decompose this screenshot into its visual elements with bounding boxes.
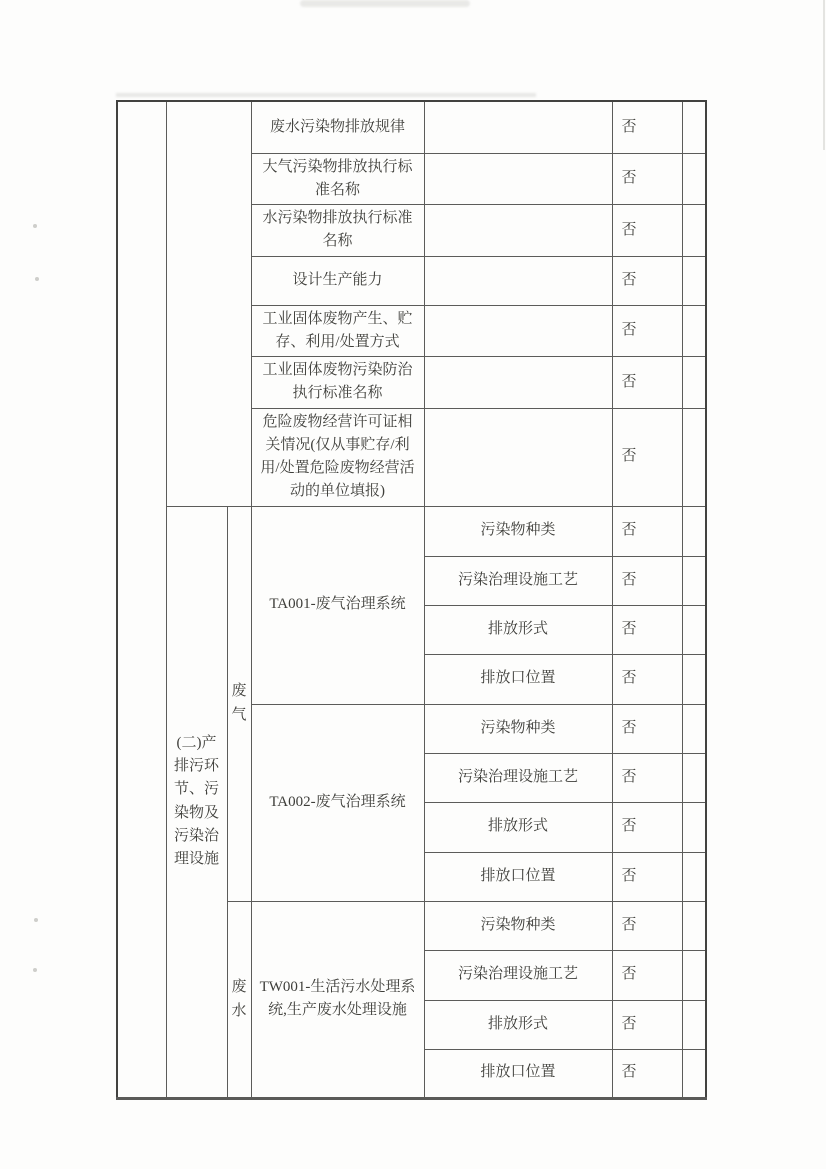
- entry-cell-empty: [424, 205, 612, 257]
- end-cell-empty: [682, 205, 706, 257]
- changed-flag: 否: [612, 852, 682, 901]
- system-name: TW001-生活污水处理系统,生产废水处理设施: [251, 901, 424, 1098]
- medium-label-text: 废水: [231, 978, 247, 1019]
- end-cell-empty: [682, 753, 706, 802]
- row-label: 设计生产能力: [251, 256, 424, 305]
- changed-flag: 否: [612, 305, 682, 357]
- changed-flag: 否: [612, 605, 682, 654]
- changed-flag: 否: [612, 753, 682, 802]
- row-label: 工业固体废物污染防治执行标准名称: [251, 357, 424, 409]
- medium-label-water: [227, 901, 251, 1098]
- row-label: 危险废物经营许可证相关情况(仅从事贮存/利用/处置危险废物经营活动的单位填报): [251, 408, 424, 506]
- entry-cell-empty: [424, 153, 612, 205]
- attribute-label: 污染物种类: [424, 506, 612, 556]
- changed-flag: 否: [612, 654, 682, 704]
- medium-label-text: 废气: [231, 683, 247, 724]
- row-label: 废水污染物排放规律: [251, 101, 424, 153]
- changed-flag: 否: [612, 357, 682, 409]
- changed-flag: 否: [612, 205, 682, 257]
- changed-flag: 否: [612, 950, 682, 1000]
- outer-category-cell-empty: [117, 101, 166, 1098]
- attribute-label: 排放形式: [424, 1000, 612, 1049]
- changed-flag: 否: [612, 101, 682, 153]
- end-cell-empty: [682, 153, 706, 205]
- scan-shadow: [116, 93, 536, 97]
- entry-cell-empty: [424, 256, 612, 305]
- changed-flag: 否: [612, 556, 682, 605]
- scan-speck: [35, 277, 39, 281]
- page-edge-shadow: [823, 0, 825, 150]
- system-name: TA002-废气治理系统: [251, 704, 424, 901]
- medium-label-gas: [227, 506, 251, 901]
- entry-cell-empty: [424, 101, 612, 153]
- scan-speck: [33, 968, 37, 972]
- attribute-label: 排放口位置: [424, 852, 612, 901]
- entry-cell-empty: [424, 305, 612, 357]
- attribute-label: 污染治理设施工艺: [424, 556, 612, 605]
- attribute-label: 排放口位置: [424, 1049, 612, 1098]
- attribute-label: 污染物种类: [424, 901, 612, 950]
- changed-flag: 否: [612, 256, 682, 305]
- changed-flag: 否: [612, 1000, 682, 1049]
- entry-cell-empty: [424, 408, 612, 506]
- end-cell-empty: [682, 605, 706, 654]
- scan-speck: [34, 918, 38, 922]
- end-cell-empty: [682, 408, 706, 506]
- end-cell-empty: [682, 101, 706, 153]
- scan-smudge: [300, 0, 470, 7]
- end-cell-empty: [682, 950, 706, 1000]
- row-label: 水污染物排放执行标准名称: [251, 205, 424, 257]
- end-cell-empty: [682, 704, 706, 753]
- changed-flag: 否: [612, 506, 682, 556]
- attribute-label: 污染物种类: [424, 704, 612, 753]
- registration-form-table: [116, 100, 707, 1100]
- scan-speck: [33, 224, 37, 228]
- changed-flag: 否: [612, 1049, 682, 1098]
- changed-flag: 否: [612, 901, 682, 950]
- row-label: 大气污染物排放执行标准名称: [251, 153, 424, 205]
- changed-flag: 否: [612, 408, 682, 506]
- end-cell-empty: [682, 256, 706, 305]
- end-cell-empty: [682, 506, 706, 556]
- system-name: TA001-废气治理系统: [251, 506, 424, 704]
- attribute-label: 排放口位置: [424, 654, 612, 704]
- attribute-label: 污染治理设施工艺: [424, 753, 612, 802]
- changed-flag: 否: [612, 802, 682, 852]
- attribute-label: 排放形式: [424, 802, 612, 852]
- end-cell-empty: [682, 556, 706, 605]
- end-cell-empty: [682, 305, 706, 357]
- end-cell-empty: [682, 654, 706, 704]
- section2-category-label: (二)产排污环节、污染物及污染治理设施: [166, 506, 227, 1098]
- end-cell-empty: [682, 852, 706, 901]
- changed-flag: 否: [612, 153, 682, 205]
- merged-empty-cell: [166, 101, 251, 506]
- changed-flag: 否: [612, 704, 682, 753]
- end-cell-empty: [682, 1049, 706, 1098]
- end-cell-empty: [682, 357, 706, 409]
- entry-cell-empty: [424, 357, 612, 409]
- attribute-label: 排放形式: [424, 605, 612, 654]
- end-cell-empty: [682, 1000, 706, 1049]
- attribute-label: 污染治理设施工艺: [424, 950, 612, 1000]
- end-cell-empty: [682, 901, 706, 950]
- end-cell-empty: [682, 802, 706, 852]
- row-label: 工业固体废物产生、贮存、利用/处置方式: [251, 305, 424, 357]
